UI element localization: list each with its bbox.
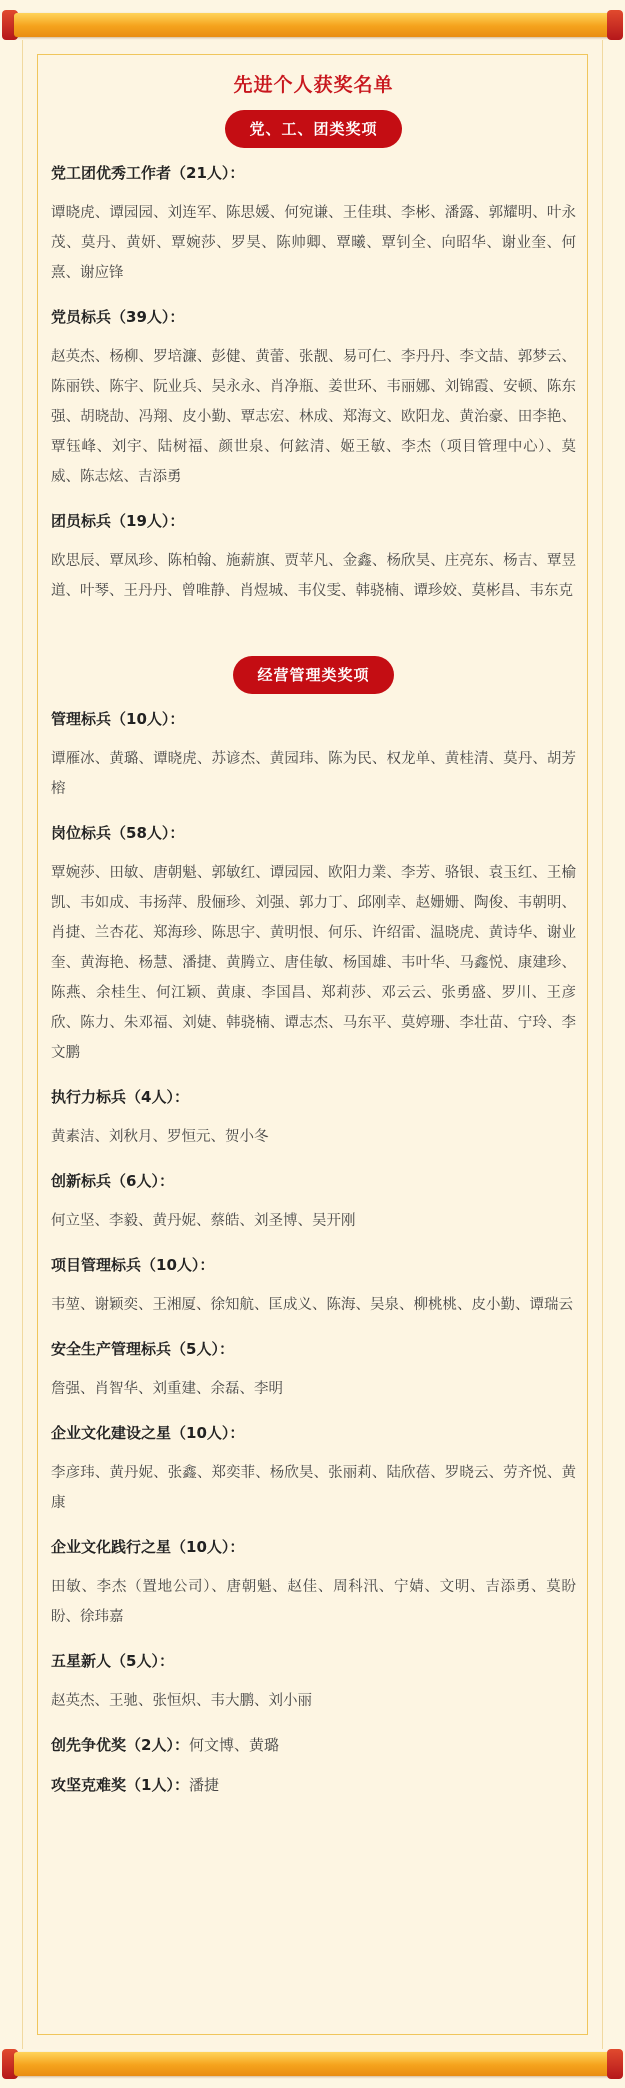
- category-names: 詹强、肖智华、刘重建、余磊、李明: [51, 1381, 283, 1397]
- category-names: 韦堃、谢颖奕、王湘厦、徐知航、匡成义、陈海、吴泉、柳桃桃、皮小勤、谭瑞云: [51, 1297, 573, 1313]
- scroll-bottom-right-cap: [607, 2049, 623, 2079]
- category-names: 覃婉莎、田敏、唐朝魁、郭敏红、谭园园、欧阳力業、李芳、骆银、袁玉红、王榆凯、韦如成、韦扬萍、殷俪珍、刘强、郭力丁、邱刚幸、赵姗姗、陶俊、韦朝明、肖捷、兰杏花、郑海珍、陈思宇、黄明恨、何乐、许绍雷、温晓虎、黄诗华、谢业奎、黄海艳、杨慧、潘捷、黄腾立、唐佳敏、杨国雄、韦叶华、马鑫悦、康建珍、陈燕、余桂生、何江颖、黄康、李国昌、郑莉莎、邓云云、张勇盛、罗川、王彦欣、陈力、朱邓福、刘婕、韩骁楠、谭志杰、马东平、莫婷珊、李壮苗、宁玲、李文鹏: [51, 865, 576, 1061]
- section-heading-management: 经营管理类奖项: [233, 656, 393, 694]
- category-names: 田敏、李杰（置地公司）、唐朝魁、赵佳、周科汛、宁婧、文明、吉添勇、莫盼盼、徐玮嘉: [51, 1579, 576, 1625]
- section-heading-wrap: [51, 656, 576, 694]
- category-label: 企业文化践行之星（10人）：: [51, 1538, 245, 1556]
- inline-award-names: 何文博、黄璐: [188, 1736, 279, 1754]
- category-label: 安全生产管理标兵（5人）：: [51, 1340, 234, 1358]
- section-heading-party: 党、工、团类奖项: [225, 110, 401, 148]
- category-names: 赵英杰、王驰、张恒炽、韦大鹏、刘小丽: [51, 1693, 312, 1709]
- category-names: 何立坚、李毅、黄丹妮、蔡皓、刘圣博、吴开刚: [51, 1213, 356, 1229]
- inline-award-label: 创先争优奖（2人）：: [51, 1736, 189, 1754]
- scroll-bottom-rod: [0, 2049, 625, 2079]
- category-label: 五星新人（5人）：: [51, 1652, 174, 1670]
- category-names: 赵英杰、杨柳、罗培濂、彭健、黄蕾、张靓、易可仁、李丹丹、李文喆、郭梦云、陈丽铁、陈宇、阮业兵、吴永永、肖净瓶、姜世环、韦丽娜、刘锦霞、安顿、陈东强、胡晓劼、冯翔、皮小勤、覃志宏、林成、郑海文、欧阳龙、黄治豪、田李艳、覃钰峰、刘宇、陆树福、颜世泉、何鉉清、姬王敏、李杰（项目管理中心）、莫威、陈志炫、吉添勇: [51, 349, 576, 485]
- category-names: 谭晓虎、谭园园、刘连军、陈思媛、何宛谦、王佳琪、李彬、潘露、郭耀明、叶永茂、莫丹、黄妍、覃婉莎、罗昊、陈帅卿、覃曦、覃钊全、向昭华、谢业奎、何熹、谢应锋: [51, 205, 576, 281]
- inline-award: [51, 1734, 576, 1756]
- scroll-top-right-cap: [607, 10, 623, 40]
- section-heading-wrap: [51, 110, 576, 148]
- category-names: 谭雁冰、黄璐、谭晓虎、苏谚杰、黄园玮、陈为民、权龙单、黄桂清、莫丹、胡芳榕: [51, 751, 576, 797]
- scroll-top-rod: [0, 10, 625, 40]
- scroll-paper: [22, 40, 603, 2049]
- category-label: 创新标兵（6人）：: [51, 1172, 174, 1190]
- category-label: 管理标兵（10人）：: [51, 710, 185, 728]
- content: [51, 70, 576, 1814]
- inline-award: [51, 1774, 576, 1796]
- section-spacer: [51, 624, 576, 654]
- category-label: 企业文化建设之星（10人）：: [51, 1424, 245, 1442]
- inline-award-names: 潘捷: [188, 1776, 219, 1794]
- category-label: 执行力标兵（4人）：: [51, 1088, 189, 1106]
- scroll-top-bar: [14, 13, 611, 37]
- category-label: 项目管理标兵（10人）：: [51, 1256, 215, 1274]
- category-label: 团员标兵（19人）：: [51, 512, 185, 530]
- category-label: 党员标兵（39人）：: [51, 308, 185, 326]
- category-names: 黄素洁、刘秋月、罗恒元、贺小冬: [51, 1129, 269, 1145]
- category-names: 李彦玮、黄丹妮、张鑫、郑奕菲、杨欣昊、张丽莉、陆欣蓓、罗晓云、劳齐悦、黄康: [51, 1465, 576, 1511]
- inline-award-label: 攻坚克难奖（1人）：: [51, 1776, 189, 1794]
- category-label: 岗位标兵（58人）：: [51, 824, 185, 842]
- page-title: 先进个人获奖名单: [233, 74, 394, 96]
- scroll-bottom-bar: [14, 2052, 611, 2076]
- category-names: 欧思辰、覃凤珍、陈柏翰、施薪旗、贾苹凡、金鑫、杨欣昊、庄亮东、杨吉、覃昱道、叶琴、王丹丹、曾唯静、肖煜城、韦仪雯、韩骁楠、谭珍姣、莫彬昌、韦东克: [51, 553, 576, 599]
- category-label: 党工团优秀工作者（21人）：: [51, 164, 245, 182]
